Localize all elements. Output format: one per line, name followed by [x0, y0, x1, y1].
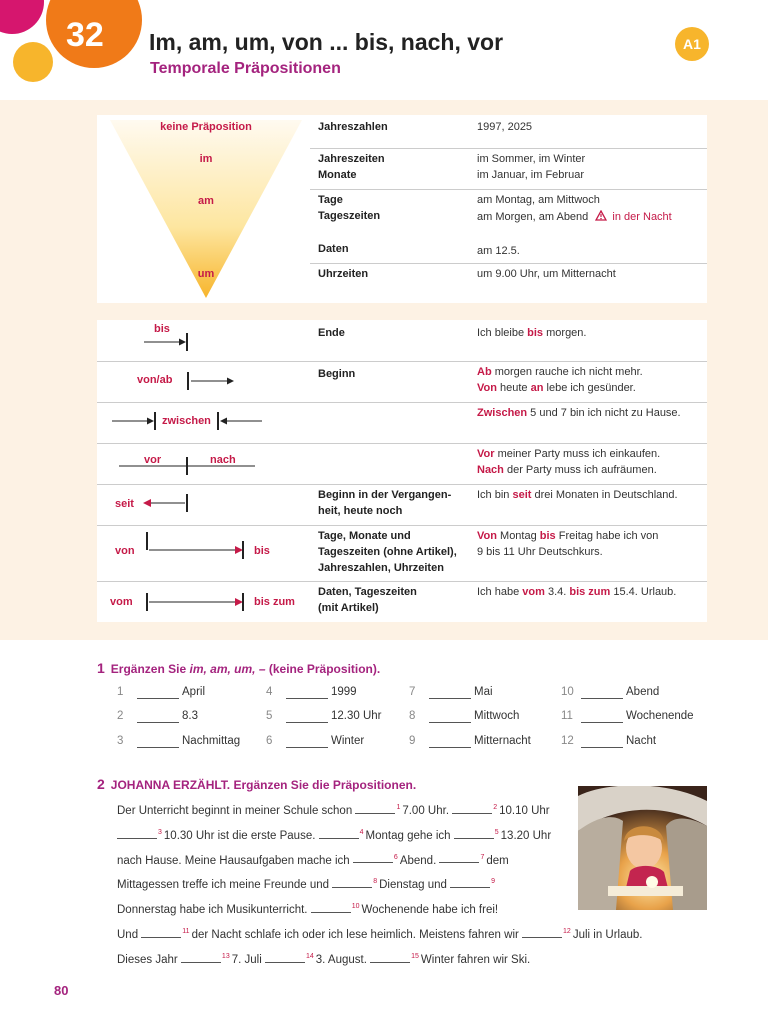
table1-row: Tage Tageszeiten am Montag, am Mittwoch am Morgen, am Abend in der Nacht Daten am 12.5. — [310, 189, 707, 264]
diagram-label: von — [115, 545, 135, 557]
triangle-label-none: keine Präposition — [160, 121, 252, 133]
answer-blank[interactable] — [137, 747, 179, 748]
chapter-number: 32 — [66, 16, 104, 54]
gap-number: 8 — [373, 878, 378, 886]
gap-number: 10 — [351, 903, 360, 911]
gap-number: 2 — [493, 804, 498, 811]
table2-row: Zwischen 5 und 7 bin ich nicht zu Hause. — [97, 402, 707, 444]
gap-number: 15 — [411, 952, 419, 960]
gap-number: 3 — [158, 828, 162, 836]
page-subtitle: Temporale Präpositionen — [150, 60, 341, 77]
story-line: $^3$ 10.30 Uhr ist die erste Pause. $^4$ Montag gehe ich $^5$ 13.20 Uhr — [117, 825, 551, 844]
gap-number: 14 — [305, 952, 314, 960]
exercise-1-heading: 1 Ergänzen Sie im, am, um, – (keine Präposition). — [97, 660, 381, 676]
diagram-label: bis zum — [254, 596, 295, 608]
diagram-label: vor — [144, 454, 162, 466]
answer-blank[interactable] — [332, 877, 372, 888]
table2-row: Vor meiner Party muss ich einkaufen. Nach der Party muss ich aufräumen. — [97, 443, 707, 485]
story-line: Der Unterricht beginnt in meiner Schule schon $^1$ 7.00 Uhr. $^2$ 10.10 Uhr — [117, 804, 550, 817]
answer-blank[interactable] — [286, 722, 328, 723]
answer-blank[interactable] — [141, 927, 181, 938]
gap-number: 7 — [480, 853, 485, 861]
gap-number: 11 — [182, 928, 190, 935]
story-line: nach Hause. Meine Hausaufgaben mache ich $^6$ Abend. $^7$ dem — [117, 853, 509, 867]
table2-row: Beginn Ab morgen rauche ich nicht mehr. Von heute an lebe ich gesünder. — [97, 361, 707, 403]
decor-circle-yellow — [13, 42, 53, 82]
table2-row: Daten, Tageszeiten (mit Artikel) Ich habe vom 3.4. bis zum 15.4. Urlaub. — [318, 586, 677, 614]
answer-blank[interactable] — [439, 852, 479, 863]
answer-blank[interactable] — [355, 803, 395, 814]
gap-number: 6 — [393, 853, 398, 861]
answer-blank[interactable] — [286, 747, 328, 748]
answer-blank[interactable] — [319, 828, 359, 839]
page-number: 80 — [54, 983, 69, 998]
table1-row: Jahreszeiten Monate im Sommer, im Winter im Januar, im Februar — [310, 148, 707, 190]
table2-row: Beginn in der Vergangen- heit, heute noch Ich bin seit drei Monaten in Deutschland. — [97, 484, 707, 526]
gap-number: 9 — [491, 878, 495, 886]
answer-blank[interactable] — [117, 828, 157, 839]
diagram-label: seit — [115, 498, 134, 510]
diagram-label: zwischen — [162, 415, 211, 427]
diagram-label: von/ab — [137, 374, 173, 386]
exercise-2-heading: 2 JOHANNA ERZÄHLT. Ergänzen Sie die Präpositionen. — [97, 776, 417, 792]
answer-blank[interactable] — [286, 698, 328, 699]
story-line: Mittagessen treffe ich meine Freunde und $^8$ Dienstag und $^9$ — [117, 878, 495, 892]
diagram-label: bis — [254, 545, 270, 557]
answer-blank[interactable] — [181, 952, 221, 963]
answer-blank[interactable] — [265, 952, 305, 963]
decor-circle-pink — [0, 0, 44, 34]
story-line: Dieses Jahr $^{13}$ 7. Juli $^{14}$ 3. August. $^{15}$ Winter fahren wir Ski. — [117, 952, 531, 966]
answer-blank[interactable] — [581, 722, 623, 723]
triangle-label-im: im — [199, 153, 213, 165]
gap-number: 12 — [563, 928, 571, 935]
answer-blank[interactable] — [429, 698, 471, 699]
gap-number: 1 — [396, 804, 401, 811]
level-badge: A1 — [675, 27, 709, 61]
answer-blank[interactable] — [353, 852, 393, 863]
diagram-label: bis — [154, 323, 170, 335]
answer-blank[interactable] — [581, 747, 623, 748]
gap-number: 5 — [494, 828, 499, 836]
exercise-1-item: 2 8.3 — [117, 710, 198, 722]
story-line: Und $^{11}$ der Nacht schlafe ich oder ich lese heimlich. Meistens fahren wir $^{12}$ Juli in Urlaub. — [117, 928, 643, 941]
page-title: Im, am, um, von ... bis, nach, vor — [149, 29, 504, 55]
answer-blank[interactable] — [522, 927, 562, 938]
answer-blank[interactable] — [429, 747, 471, 748]
table2-row: Ende Ich bleibe bis morgen. — [97, 320, 707, 362]
story-line: Donnerstag habe ich Musikunterricht. $^{10}$ Wochenende habe ich frei! — [117, 903, 499, 917]
exercise-1-item: 3 Nachmittag — [117, 735, 241, 747]
triangle-label-um: um — [197, 268, 215, 280]
diagram-label: vom — [110, 596, 133, 608]
answer-blank[interactable] — [370, 952, 410, 963]
answer-blank[interactable] — [137, 698, 179, 699]
gap-number: 13 — [221, 952, 230, 960]
answer-blank[interactable] — [581, 698, 623, 699]
girl-reading-photo — [578, 786, 707, 910]
triangle-label-am: am — [198, 195, 214, 207]
exercise-1-item: 4 1999 — [266, 686, 357, 698]
answer-blank[interactable] — [137, 722, 179, 723]
answer-blank[interactable] — [311, 902, 351, 913]
answer-blank[interactable] — [454, 828, 494, 839]
exercise-1-item: 5 12.30 Uhr — [266, 710, 382, 722]
exercise-1-item: 10 Abend — [561, 686, 660, 698]
table1-row: Uhrzeiten um 9.00 Uhr, um Mitternacht — [318, 268, 616, 280]
table1-row: Jahreszahlen 1997, 2025 — [310, 116, 707, 149]
warning-icon — [595, 210, 607, 221]
exercise-1-item: 12 Nacht — [561, 735, 657, 747]
exercise-1-item: 1 April — [117, 686, 206, 698]
exercise-1-item: 11 Wochenende — [561, 710, 694, 722]
exercise-1-item: 8 Mittwoch — [409, 710, 520, 722]
answer-blank[interactable] — [452, 803, 492, 814]
answer-blank[interactable] — [429, 722, 471, 723]
diagram-label: nach — [210, 454, 236, 466]
exercise-1-item: 6 Winter — [266, 735, 365, 747]
table2-row: Tage, Monate und Tageszeiten (ohne Artikel), Jahreszahlen, Uhrzeiten Von Montag bis Freitag habe ich von 9 bis 11 Uhr Deutschkurs. — [97, 525, 707, 582]
answer-blank[interactable] — [450, 877, 490, 888]
exercise-1-item: 7 Mai — [409, 686, 493, 698]
exercise-1-item: 9 Mitternacht — [409, 735, 531, 747]
gap-number: 4 — [359, 828, 364, 836]
